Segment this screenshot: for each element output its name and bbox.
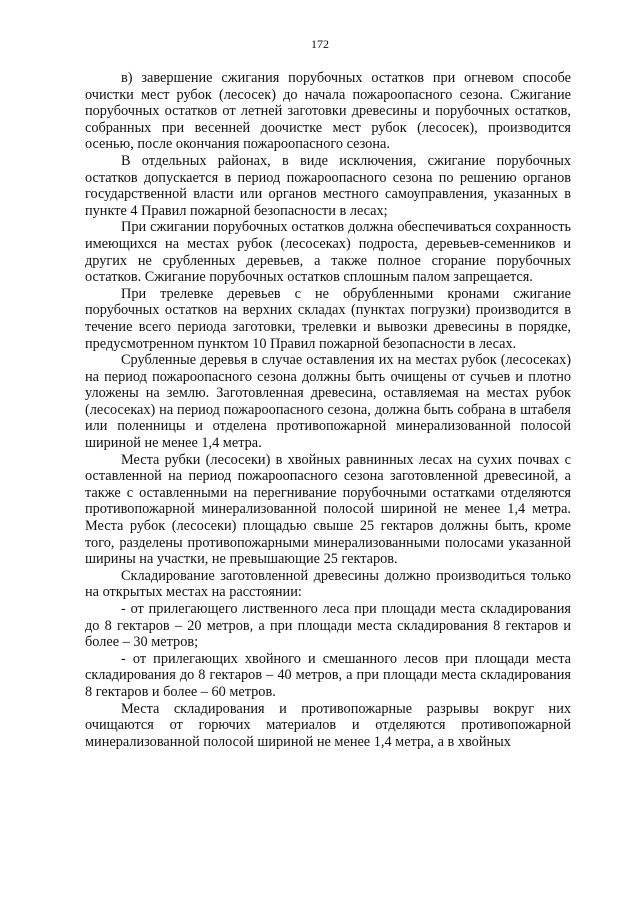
- paragraph-7: Складирование заготовленной древесины должно производиться только на открытых местах на расстоянии:: [85, 567, 571, 601]
- paragraph-2: В отдельных районах, в виде исключения, сжигание порубочных остатков допускается в период пожароопасного сезона по решению органов государственной власти или органов местного самоуправления, указанных в пункте 4 Правил пожарной безопасности в лесах;: [85, 152, 571, 219]
- paragraph-5: Срубленные деревья в случае оставления их на местах рубок (лесосеках) на период пожароопасного сезона должны быть очищены от сучьев и плотно уложены на землю. Заготовленная древесина, оставляемая на местах рубок (лесосеках) на период пожароопасного сезона, должна быть собрана в штабеля или поленницы и отделена противопожарной минерализованной полосой шириной не менее 1,4 метра.: [85, 352, 571, 452]
- paragraph-9: - от прилегающих хвойного и смешанного лесов при площади места складирования до 8 гектаров – 40 метров, а при площади места складирования 8 гектаров и более – 60 метров.: [85, 650, 571, 700]
- page-number: 172: [311, 37, 329, 51]
- document-body: [85, 70, 571, 750]
- paragraph-3: При сжигании порубочных остатков должна обеспечиваться сохранность имеющихся на местах рубок (лесосеках) подроста, деревьев-семенников и других не срубленных деревьев, а также полное сгорание порубочных остатков. Сжигание порубочных остатков сплошным палом запрещается.: [85, 219, 571, 286]
- paragraph-4: При трелевке деревьев с не обрубленными кронами сжигание порубочных остатков на верхних складах (пунктах погрузки) производится в течение всего периода заготовки, трелевки и вывозки древесины в порядке, предусмотренном пунктом 10 Правил пожарной безопасности в лесах.: [85, 285, 571, 352]
- paragraph-10: Места складирования и противопожарные разрывы вокруг них очищаются от горючих материалов и отделяются противопожарной минерализованной полосой шириной не менее 1,4 метра, а в хвойных: [85, 700, 571, 750]
- paragraph-8: - от прилегающего лиственного леса при площади места складирования до 8 гектаров – 20 метров, а при площади места складирования 8 гектаров и более – 30 метров;: [85, 601, 571, 651]
- paragraph-1: в) завершение сжигания порубочных остатков при огневом способе очистки мест рубок (лесосек) до начала пожароопасного сезона. Сжигание порубочных остатков от летней заготовки древесины и порубочных остатков, собранных при весенней доочистке мест рубок (лесосек), производится осенью, после окончания пожароопасного сезона.: [85, 70, 571, 153]
- paragraph-6: Места рубки (лесосеки) в хвойных равнинных лесах на сухих почвах с оставленной на период пожароопасного сезона заготовленной древесиной, а также с оставленными на перегнивание порубочными остатками отделяются противопожарной минерализованной полосой шириной не менее 1,4 метра. Места рубок (лесосеки) площадью свыше 25 гектаров должны быть, кроме того, разделены противопожарными минерализованными полосами указанной ширины на участки, не превышающие 25 гектаров.: [85, 451, 571, 568]
